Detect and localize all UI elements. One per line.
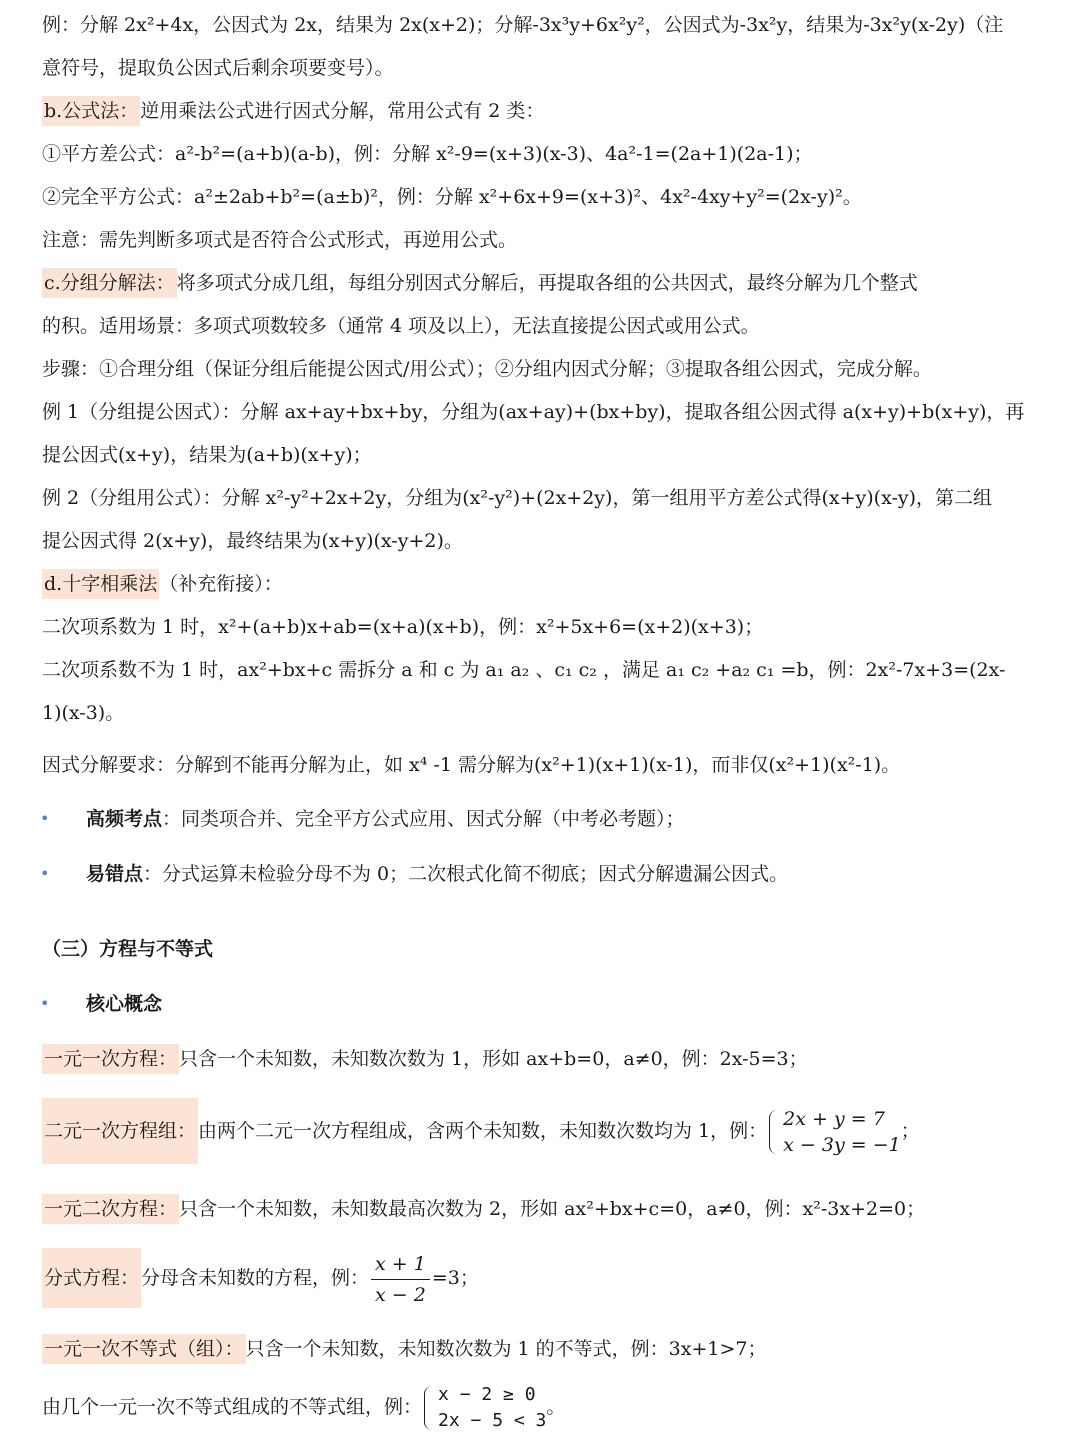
formula-method-line [42, 98, 544, 124]
bullet-icon: • [40, 994, 50, 1013]
fractional-equation-line [42, 1248, 479, 1308]
linear-system-line [42, 1098, 920, 1164]
cross-mult-case-1-line: 二次项系数为 1 时，x²+(a+b)x+ab=(x+a)(x+b)，例：x²+5x+6=(x+2)(x+3)； [42, 616, 764, 638]
inequality-line [42, 1336, 767, 1362]
cross-mult-case-2-line-1: 二次项系数不为 1 时，ax²+bx+c 需拆分 a 和 c 为 a₁ a₂ 、c₁ c₂ ，满足 a₁ c₂ +a₂ c₁ =b，例：2x²-7x+3=(2x- [42, 659, 1006, 681]
linear-equation-text: 只含一个未知数，未知数次数为 1，形如 ax+b=0，a≠0，例：2x-5=3； [179, 1048, 808, 1070]
system-brace [767, 1106, 901, 1158]
grouping-method-line [42, 270, 918, 296]
high-frequency-text: ：同类项合并、完全平方公式应用、因式分解（中考必考题）； [162, 808, 685, 830]
high-frequency-label: 高频考点 [86, 808, 163, 830]
inequality-text: 只含一个未知数，未知数次数为 1 的不等式，例：3x+1>7； [245, 1338, 767, 1360]
grouping-method-line-2: 的积。适用场景：多项式项数较多（通常 4 项及以上），无法直接提公因式或用公式。 [42, 315, 760, 337]
factor-example-line-2: 意符号，提取负公因式后剩余项要变号）。 [42, 57, 394, 79]
grouping-method-text: 将多项式分成几组，每组分别因式分解后，再提取各组的公共因式，最终分解为几个整式 [176, 272, 918, 294]
factor-example-line-1: 例：分解 2x²+4x，公因式为 2x，结果为 2x(x+2)；分解-3x³y+6x²y²，公因式为-3x²y，结果为-3x²y(x-2y)（注 [42, 14, 1004, 36]
grouping-example-1-line-2: 提公因式(x+y)，结果为(a+b)(x+y)； [42, 444, 372, 466]
error-prone-line [86, 861, 788, 887]
quadratic-equation-line [42, 1196, 925, 1222]
fraction-expression [371, 1251, 430, 1308]
grouping-method-label: c.分组分解法： [42, 268, 177, 298]
grouping-example-2-line-2: 提公因式得 2(x+y)，最终结果为(x+y)(x-y+2)。 [42, 530, 463, 552]
core-concepts-label: 核心概念 [86, 993, 163, 1015]
section-heading: （三）方程与不等式 [42, 938, 214, 960]
fraction-denominator: x − 2 [375, 1283, 426, 1306]
error-prone-label: 易错点 [86, 863, 144, 885]
linear-system-text: 由两个二元一次方程组成，含两个未知数，未知数次数均为 1，例： [198, 1120, 768, 1142]
system-equation-2: x − 3y = −1 [783, 1134, 901, 1156]
formula-method-text: 逆用乘法公式进行因式分解，常用公式有 2 类： [140, 100, 545, 122]
error-prone-text: ：分式运算未检验分母不为 0；二次根式化简不彻底；因式分解遗漏公因式。 [143, 863, 789, 885]
inequality-group-text: 由几个一元一次不等式组成的不等式组，例： [42, 1396, 423, 1418]
formula-note-line: 注意：需先判断多项式是否符合公式形式，再逆用公式。 [42, 229, 518, 251]
bullet-icon: • [40, 864, 50, 883]
cross-multiplication-label: d.十字相乘法 [42, 569, 159, 599]
inequality-group-end: 。 [546, 1396, 566, 1418]
system-equation-1: 2x + y = 7 [783, 1108, 885, 1130]
bullet-icon: • [40, 809, 50, 828]
linear-system-label: 二元一次方程组： [42, 1098, 198, 1164]
formula-method-label: b.公式法： [42, 96, 140, 126]
system-end: ； [900, 1120, 920, 1142]
factor-requirement-line: 因式分解要求：分解到不能再分解为止，如 x⁴ -1 需分解为(x²+1)(x+1)(x-1)，而非仅(x²+1)(x²-1)。 [42, 754, 901, 776]
quadratic-equation-text: 只含一个未知数，未知数最高次数为 2，形如 ax²+bx+c=0，a≠0，例：x²-3x+2=0； [179, 1198, 926, 1220]
grouping-steps-line: 步骤：①合理分组（保证分组后能提公因式/用公式）；②分组内因式分解；③提取各组公因式，完成分解。 [42, 358, 932, 380]
inequality-1: x − 2 ≥ 0 [438, 1384, 536, 1405]
high-frequency-line [86, 806, 685, 832]
fractional-equation-text: 分母含未知数的方程，例： [141, 1267, 370, 1289]
linear-equation-label: 一元一次方程： [42, 1044, 179, 1074]
linear-equation-line [42, 1046, 808, 1072]
cross-multiplication-line [42, 571, 283, 597]
fractional-equation-label: 分式方程： [42, 1248, 141, 1308]
quadratic-equation-label: 一元二次方程： [42, 1194, 179, 1224]
perfect-square-line: ②完全平方公式：a²±2ab+b²=(a±b)²，例：分解 x²+6x+9=(x+3)²、4x²-4xy+y²=(2x-y)²。 [42, 186, 862, 208]
fraction-end: =3； [431, 1267, 479, 1289]
cross-multiplication-text: （补充衔接）： [159, 573, 283, 595]
grouping-example-1-line-1: 例 1（分组提公因式）：分解 ax+ay+bx+by，分组为(ax+ay)+(bx+by)，提取各组公因式得 a(x+y)+b(x+y)，再 [42, 401, 1025, 423]
cross-mult-case-2-line-2: 1)(x-3)。 [42, 702, 125, 724]
inequality-label: 一元一次不等式（组）： [42, 1334, 246, 1364]
inequality-2: 2x − 5 < 3 [438, 1410, 547, 1431]
difference-of-squares-line: ①平方差公式：a²-b²=(a+b)(a-b)，例：分解 x²-9=(x+3)(x-3)、4a²-1=(2a+1)(2a-1)； [42, 143, 813, 165]
grouping-example-2-line-1: 例 2（分组用公式）：分解 x²-y²+2x+2y，分组为(x²-y²)+(2x+2y)，第一组用平方差公式得(x+y)(x-y)，第二组 [42, 487, 993, 509]
inequality-group-line [42, 1382, 565, 1434]
fraction-numerator: x + 1 [371, 1251, 430, 1280]
inequality-brace [422, 1382, 546, 1434]
